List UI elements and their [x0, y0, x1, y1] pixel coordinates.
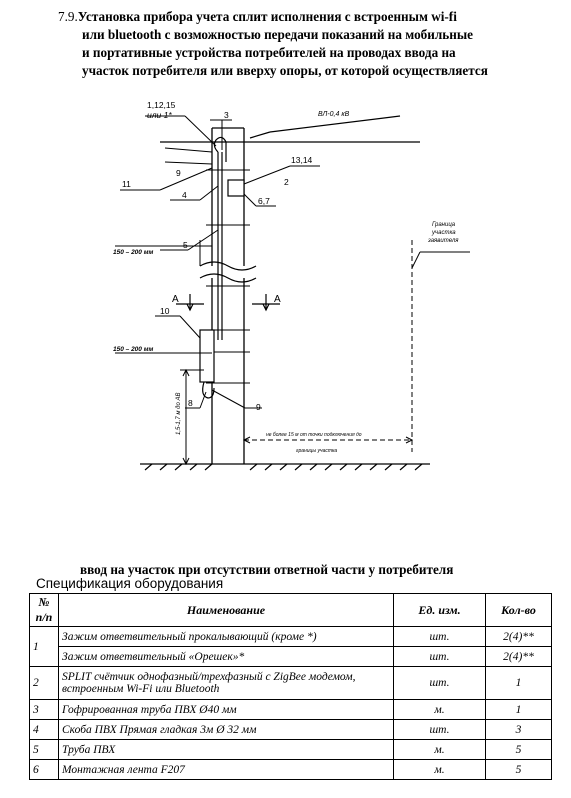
label-9-top: 9 [176, 168, 181, 178]
table-row [30, 647, 552, 667]
pole [212, 128, 244, 464]
label-granica: Граница [432, 222, 456, 228]
label-uchastka: участка [432, 230, 456, 236]
label-1-12-15: 1,12,15 [147, 100, 176, 110]
table-row [30, 720, 552, 740]
row-qty: 3 [486, 720, 552, 740]
label-a-left: А [172, 294, 179, 305]
height-dimension [180, 370, 204, 464]
label-distance-2: границы участка [296, 448, 338, 454]
label-4: 4 [182, 190, 187, 200]
label-a-right: А [274, 294, 281, 305]
header-qty: Кол-во [486, 594, 552, 627]
heading-line-4: участок потребителя или вверху опоры, от которой осуществляется [82, 63, 488, 78]
row-unit: шт. [394, 667, 486, 700]
row-num: 3 [30, 700, 59, 720]
label-5: 5 [183, 240, 188, 250]
label-9-bottom: 9 [256, 402, 261, 412]
label-10: 10 [160, 306, 170, 316]
table-row [30, 627, 552, 647]
row-name: Монтажная лента F207 [59, 760, 394, 780]
row-name: Гофрированная труба ПВХ Ø40 мм [59, 700, 394, 720]
table-row [30, 740, 552, 760]
heading-line-3: и портативные устройства потребителей на проводах ввода на [82, 45, 456, 60]
row-num: 1 [30, 627, 59, 667]
label-2: 2 [284, 177, 289, 187]
label-ili-1: или 1* [147, 110, 172, 120]
row-unit: м. [394, 700, 486, 720]
row-unit: м. [394, 740, 486, 760]
label-dim-150-200-top: 150 – 200 мм [113, 249, 154, 256]
table-row [30, 760, 552, 780]
section-number: 7.9. [58, 9, 78, 24]
row-qty: 5 [486, 760, 552, 780]
spec-title: Спецификация оборудования [36, 576, 224, 591]
row-qty: 2(4)** [486, 647, 552, 667]
row-unit: шт. [394, 647, 486, 667]
table-row [30, 700, 552, 720]
header-num: № п/п [30, 594, 59, 627]
label-6-7: 6,7 [258, 196, 270, 206]
label-vl: ВЛ-0,4 кВ [318, 111, 350, 118]
table-header-row [30, 594, 552, 627]
row-qty: 2(4)** [486, 627, 552, 647]
row-name: Зажим ответвительный «Орешек»* [59, 647, 394, 667]
callout-labels [113, 100, 459, 454]
section-heading [58, 8, 558, 80]
heading-line-2: или bluetooth с возможностью передачи показаний на мобильные [82, 27, 473, 42]
row-name: Скоба ПВХ Прямая гладкая 3м Ø 32 мм [59, 720, 394, 740]
heading-line-1: Установка прибора учета сплит исполнения с встроенным wi-fi [77, 9, 457, 24]
label-11: 11 [122, 179, 131, 189]
conduit-pipe [214, 137, 226, 340]
label-3: 3 [224, 110, 229, 120]
header-name: Наименование [59, 594, 394, 627]
table-row [30, 667, 552, 700]
section-a-marks [176, 294, 280, 310]
label-distance-1: не более 15 м от точки подключения до [266, 432, 362, 438]
label-height: 1,5-1,7 м до АВ [176, 392, 182, 435]
row-unit: шт. [394, 720, 486, 740]
row-qty: 1 [486, 667, 552, 700]
ground [140, 464, 430, 470]
row-num: 2 [30, 667, 59, 700]
row-unit: м. [394, 760, 486, 780]
row-num: 5 [30, 740, 59, 760]
row-unit: шт. [394, 627, 486, 647]
label-8: 8 [188, 398, 193, 408]
installation-diagram [0, 90, 571, 480]
row-num: 6 [30, 760, 59, 780]
meter-box-top [228, 180, 244, 196]
spec-table [29, 593, 552, 780]
label-13-14: 13,14 [291, 155, 313, 165]
row-name: SPLIT счётчик однофазный/трехфазный с ZigBee модемом, встроенным Wi-Fi или Bluetooth [59, 667, 394, 700]
spacing-dimension-1 [115, 225, 212, 266]
heading-continuation: ввод на участок при отсутствии ответной части у потребителя [80, 562, 454, 577]
row-name: Труба ПВХ [59, 740, 394, 760]
row-qty: 5 [486, 740, 552, 760]
label-zayavitelya: заявителя [428, 238, 459, 244]
meter-box-bottom [200, 330, 214, 382]
label-dim-150-200-bottom: 150 – 200 мм [113, 346, 154, 353]
row-qty: 1 [486, 700, 552, 720]
row-num: 4 [30, 720, 59, 740]
pole-break [200, 262, 256, 282]
row-name: Зажим ответвительный прокалывающий (кроме *) [59, 627, 394, 647]
header-unit: Ед. изм. [394, 594, 486, 627]
